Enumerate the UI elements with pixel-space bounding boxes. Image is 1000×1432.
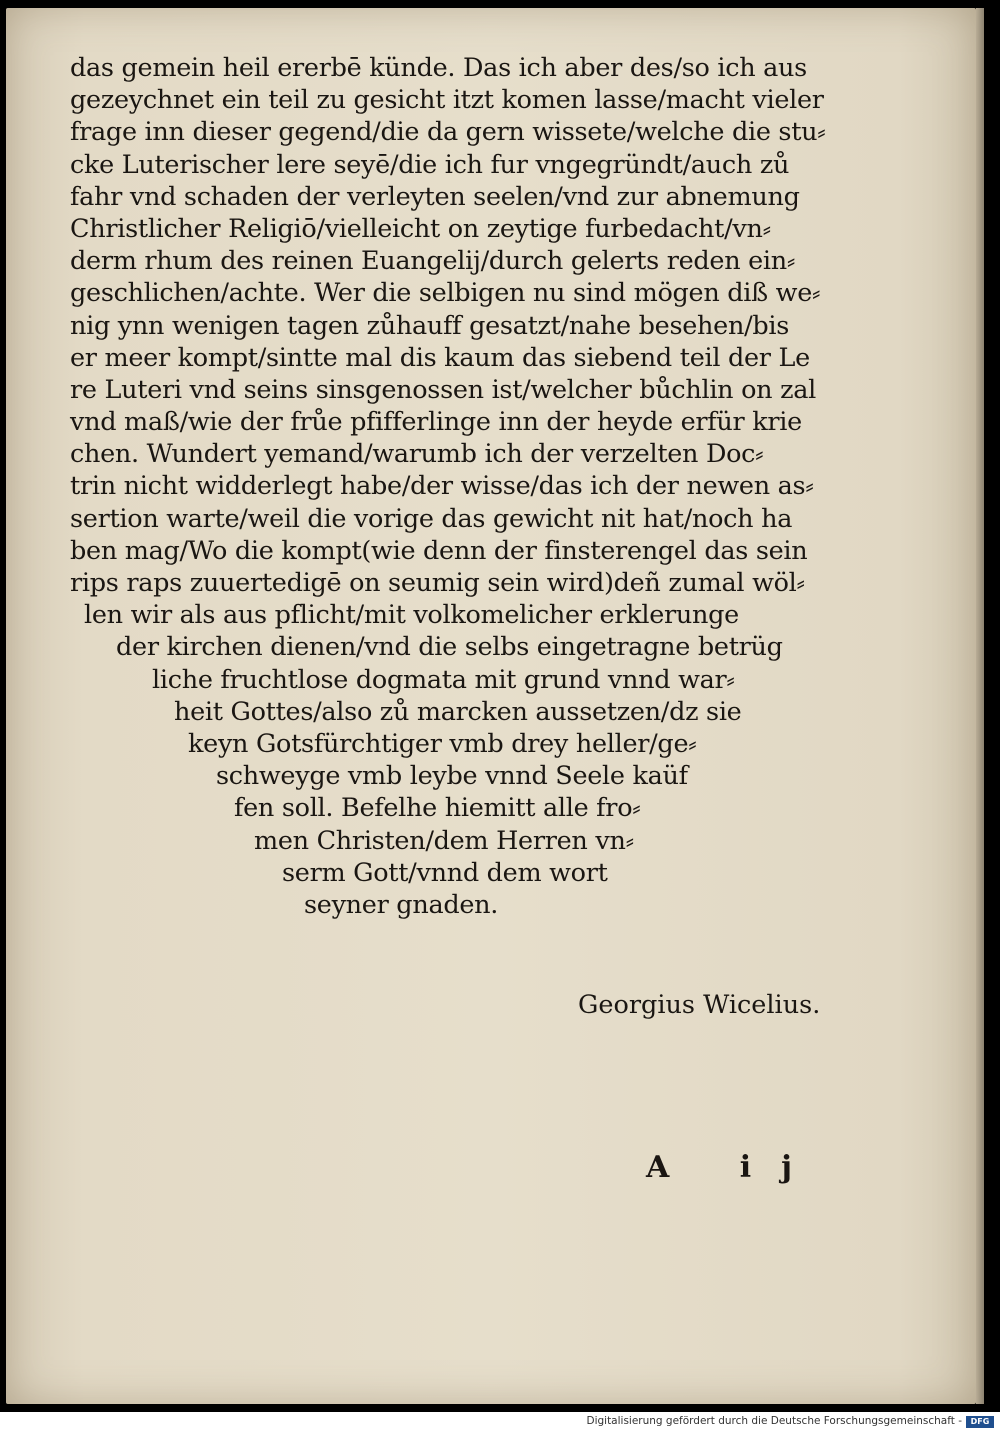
text-line: geschlichen/achte. Wer die selbigen nu sind mögen diß we⸗ [70, 278, 821, 309]
text-line: keyn Gotsfürchtiger vmb drey heller/ge⸗ [188, 728, 697, 759]
text-line: len wir als aus pflicht/mit volkomelicher erklerunge [84, 600, 739, 631]
footer-bar [0, 1412, 1000, 1432]
text-line: re Luteri vnd seins sinsgenossen ist/welcher bůchlin on zal [70, 374, 816, 405]
text-line: derm rhum des reinen Euangelij/durch gelerts reden ein⸗ [70, 246, 796, 277]
text-line: vnd maß/wie der frůe pfifferlinge inn der heyde erfür krie [70, 407, 802, 438]
text-line: er meer kompt/sintte mal dis kaum das siebend teil der Le [70, 342, 810, 373]
text-line: trin nicht widderlegt habe/der wisse/das ich der newen as⸗ [70, 471, 814, 502]
text-line: men Christen/dem Herren vn⸗ [254, 825, 634, 856]
text-line: frage inn dieser gegend/die da gern wissete/welche die stu⸗ [70, 117, 826, 148]
text-line: sertion warte/weil die vorige das gewicht nit hat/noch ha [70, 503, 793, 534]
text-line: serm Gott/vnnd dem wort [282, 857, 608, 888]
text-line: fen soll. Befelhe hiemitt alle fro⸗ [234, 793, 641, 824]
text-line: ben mag/Wo die kompt(wie denn der finsterengel das sein [70, 535, 808, 566]
text-line: nig ynn wenigen tagen zůhauff gesatzt/nahe besehen/bis [70, 310, 790, 341]
author-signature: Georgius Wicelius. [578, 990, 821, 1020]
signature-mark: A ij [646, 1150, 822, 1185]
text-line: rips raps zuuertedigē on seumig sein wird)deñ zumal wöl⸗ [70, 568, 805, 598]
text-line: liche fruchtlose dogmata mit grund vnnd war⸗ [152, 664, 735, 695]
text-line: heit Gottes/also zů marcken aussetzen/dz sie [174, 696, 742, 727]
text-line: cke Luterischer lere seyē/die ich fur vngegründt/auch zů [70, 149, 790, 180]
text-line: schweyge vmb leybe vnnd Seele kaüf [216, 761, 688, 792]
dfg-logo: DFG [966, 1416, 994, 1428]
text-line: seyner gnaden. [304, 889, 499, 920]
text-line: gezeychnet ein teil zu gesicht itzt komen lasse/macht vieler [70, 85, 824, 116]
text-line: chen. Wundert yemand/warumb ich der verzelten Doc⸗ [70, 439, 764, 470]
text-line: Christlicher Religiō/vielleicht on zeytige furbedacht/vn⸗ [70, 213, 771, 244]
text-line: fahr vnd schaden der verleyten seelen/vnd zur abnemung [70, 181, 800, 212]
page-edge [976, 8, 984, 1404]
text-line: der kirchen dienen/vnd die selbs eingetragne betrüg [116, 632, 783, 663]
funding-credit: Digitalisierung gefördert durch die Deutsche Forschungsgemeinschaft - [586, 1415, 962, 1427]
text-line: das gemein heil ererbē künde. Das ich aber des/so ich aus [70, 53, 807, 83]
body-text [70, 52, 870, 921]
